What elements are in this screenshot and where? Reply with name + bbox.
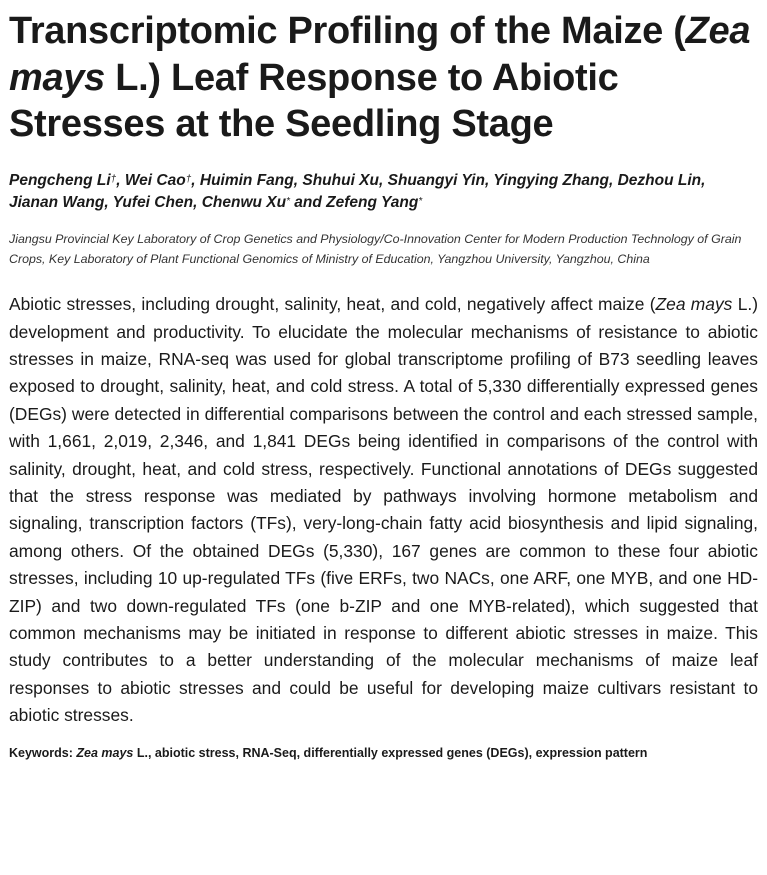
author-name: Jianan Wang: [9, 193, 105, 211]
title-species-name: Zea mays: [9, 10, 751, 99]
author-affiliation: Jiangsu Provincial Key Laboratory of Crop Genetics and Physiology/Co-Innovation Center for Modern Production Technology of Grain Crops, Key Laboratory of Plant Functional Genomics of Ministry of Education, Yangzhou University, Yangzhou, China: [9, 231, 742, 266]
author-name: Huimin Fang: [199, 171, 294, 189]
author-mark: †: [110, 173, 117, 185]
author-name: Shuangyi Yin: [387, 171, 485, 189]
abstract: [9, 291, 758, 730]
abstract-part-2: L.) development and productivity. To elucidate the molecular mechanisms of resistance to abiotic stresses in maize, RNA-seq was used for global transcriptome profiling of B73 seedling leaves exposed to drought, salinity, heat, and cold stress. A total of 5,330 differentially expressed genes (DEGs) were detected in differential comparisons between the control and each stressed sample, with 1,661, 2,019, 2,346, and 1,841 DEGs being identified in comparisons of the control with salinity, drought, heat, and cold stress, respectively. Functional annotations of DEGs suggested that the stress response was mediated by pathways involving hormone metabolism and signaling, transcription factors (TFs), very-long-chain fatty acid biosynthesis and lipid signaling, among others. Of the obtained DEGs (5,330), 167 genes are common to these four abiotic stresses, including 10 up-regulated TFs (five ERFs, two NACs, one ARF, one MYB, and one HD-ZIP) and two down-regulated TFs (one b-ZIP and one MYB-related), which suggested that common mechanisms may be initiated in response to different abiotic stresses in maize. This study contributes to a better understanding of the molecular mechanisms of maize leaf responses to abiotic stresses and could be useful for developing maize cultivars resistant to abiotic stresses.: [9, 294, 758, 726]
author: [326, 194, 422, 211]
author-name: Shuhui Xu: [302, 171, 379, 189]
author-name: Chenwu Xu: [201, 193, 287, 211]
keywords-list: L., abiotic stress, RNA-Seq, differentially expressed genes (DEGs), expression pattern: [133, 745, 648, 760]
author: [125, 172, 191, 189]
title-part-1: Transcriptomic Profiling of the Maize (: [9, 10, 686, 52]
author-name: Wei Cao: [124, 171, 186, 189]
author-mark: *: [418, 195, 423, 207]
author-name: Zefeng Yang: [326, 193, 419, 211]
author-mark: †: [185, 173, 192, 185]
author-name: Yufei Chen: [112, 193, 194, 211]
abstract-part-1: Abiotic stresses, including drought, salinity, heat, and cold, negatively affect maize (: [9, 294, 656, 315]
author-name: Pengcheng Li: [9, 171, 111, 189]
keywords-label: Keywords:: [9, 745, 73, 760]
author-mark: *: [286, 195, 290, 207]
author-list: Pengcheng Li†, Wei Cao†, Huimin Fang, Shuhui Xu, Shuangyi Yin, Yingying Zhang, Dezhou Lin, Jianan Wang, Yufei Chen, Chenwu Xu* and Zefeng Yang*: [9, 171, 706, 211]
keywords: [9, 744, 758, 762]
author: [9, 172, 116, 189]
author-name: Dezhou Lin: [617, 171, 702, 189]
keywords-species-name: Zea mays: [76, 745, 134, 760]
article-title: [9, 8, 759, 148]
abstract-species-name: Zea mays: [655, 294, 733, 315]
title-part-2: L.) Leaf Response to Abiotic Stresses at the Seedling Stage: [9, 56, 619, 145]
author: [202, 194, 290, 211]
author-name: Yingying Zhang: [493, 171, 609, 189]
